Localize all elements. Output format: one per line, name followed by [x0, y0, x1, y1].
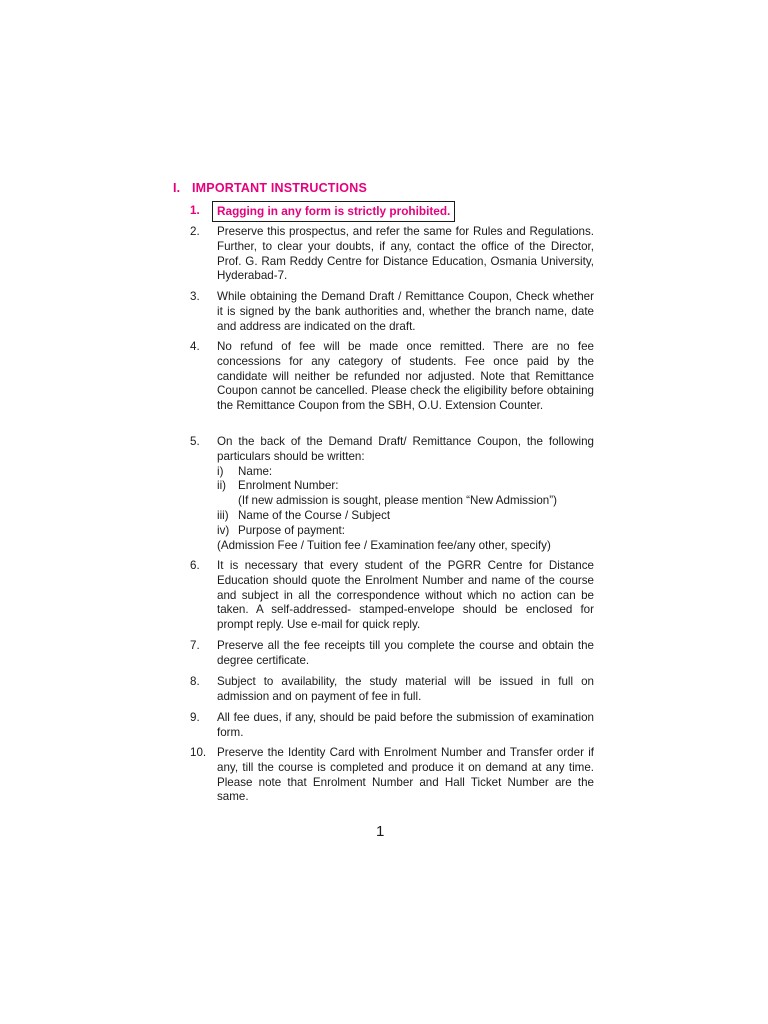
instruction-item-10	[190, 746, 594, 805]
item-number: 5.	[190, 435, 200, 448]
instruction-item-5	[190, 435, 594, 553]
instruction-item-9	[190, 711, 594, 741]
item-text: On the back of the Demand Draft/ Remittance Coupon, the following particulars should be written:	[217, 435, 594, 463]
instruction-item-6	[190, 559, 594, 633]
item-text: All fee dues, if any, should be paid before the submission of examination form.	[217, 711, 594, 739]
item-text: Preserve the Identity Card with Enrolment Number and Transfer order if any, till the course is completed and produce it on demand at any time. Please note that Enrolment Number and Hall Ticket Number are the same.	[217, 746, 594, 804]
sub-item: iii) Name of the Course / Subject	[217, 508, 391, 522]
item-text: It is necessary that every student of the PGRR Centre for Distance Education should quote the Enrolment Number and name of the course and subject in all the correspondence without which no action can be taken. A self-addressed- stamped-envelope should be enclosed for prompt reply. Use e-mail for quick reply.	[217, 559, 594, 632]
instruction-item-1	[190, 204, 594, 222]
item-number: 7.	[190, 639, 200, 652]
item-number: 3.	[190, 290, 200, 303]
sub-item-note: (If new admission is sought, please mention “New Admission”)	[238, 494, 557, 508]
item-text: Preserve all the fee receipts till you complete the course and obtain the degree certificate.	[217, 639, 594, 667]
page-number: 1	[376, 823, 385, 840]
instruction-item-4	[190, 340, 594, 414]
sub-item: ii) Enrolment Number:	[217, 479, 339, 493]
sub-item: iv) Purpose of payment:	[217, 523, 345, 537]
section-number: I.	[173, 181, 181, 195]
sub-item: i) Name:	[217, 464, 273, 478]
instruction-item-7	[190, 639, 594, 669]
item-number: 8.	[190, 675, 200, 688]
item-number: 2.	[190, 225, 200, 238]
item-number: 4.	[190, 340, 200, 353]
item-number: 6.	[190, 559, 200, 572]
ragging-notice-box: Ragging in any form is strictly prohibited.	[212, 201, 455, 222]
item-number: 10.	[190, 746, 207, 759]
instruction-item-8	[190, 675, 594, 705]
section-title: IMPORTANT INSTRUCTIONS	[192, 181, 367, 195]
sub-item-note: (Admission Fee / Tuition fee / Examination fee/any other, specify)	[217, 538, 551, 552]
item-text: No refund of fee will be made once remitted. There are no fee concessions for any category of students. Fee once paid by the candidate will neither be refunded nor adjusted. Note that Remittance Coupon cannot be cancelled. Please check the eligibility before obtaining the Remittance Coupon from the SBH, O.U. Extension Counter.	[217, 340, 594, 413]
item-text: Subject to availability, the study material will be issued in full on admission and on payment of fee in full.	[217, 675, 594, 703]
section-heading	[173, 181, 367, 195]
item-number: 9.	[190, 711, 200, 724]
instruction-item-3	[190, 290, 594, 334]
item-text: While obtaining the Demand Draft / Remittance Coupon, Check whether it is signed by the bank authorities and, whether the branch name, date and address are indicated on the draft.	[217, 290, 594, 333]
instruction-item-2	[190, 225, 594, 284]
item-number: 1.	[190, 204, 200, 217]
item-text: Preserve this prospectus, and refer the same for Rules and Regulations. Further, to clear your doubts, if any, contact the office of the Director, Prof. G. Ram Reddy Centre for Distance Education, Osmania University, Hyderabad-7.	[217, 225, 594, 283]
